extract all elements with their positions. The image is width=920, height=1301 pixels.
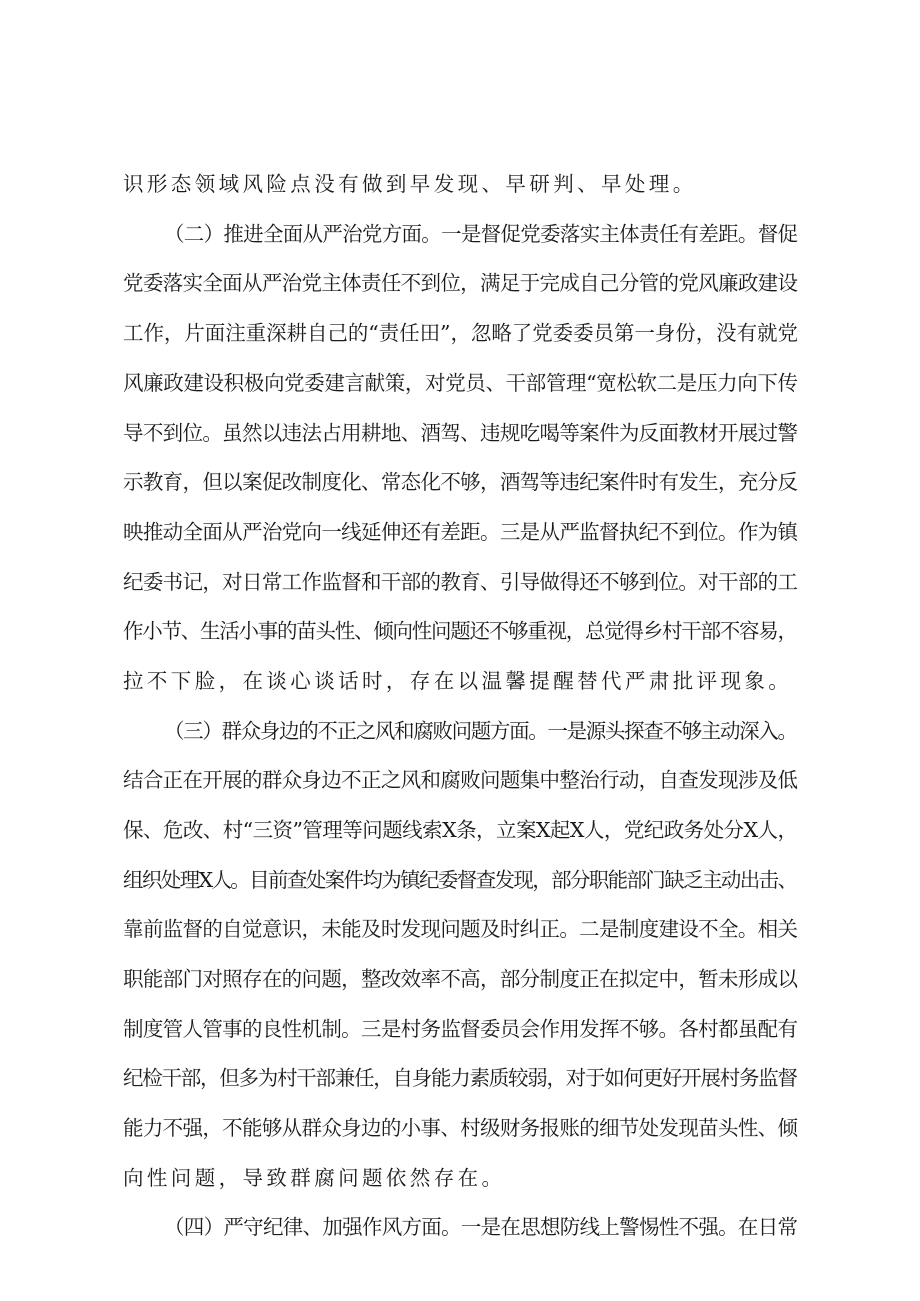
text-line: 组织处理X人。目前查处案件均为镇纪委督查发现，部分职能部门缺乏主动出击、 bbox=[123, 868, 797, 892]
text-line: 映推动全面从严治党向一线延伸还有差距。三是从严监督执纪不到位。作为镇 bbox=[123, 520, 798, 544]
text-line: 党委落实全面从严治党主体责任不到位，满足于完成自己分管的党风廉政建设 bbox=[123, 271, 798, 295]
text-line: 纪检干部，但多为村干部兼任，自身能力素质较弱，对于如何更好开展村务监督 bbox=[123, 1066, 797, 1090]
text-line: 风廉政建设积极向党委建言献策，对党员、干部管理“宽松软二是压力向下传 bbox=[123, 371, 798, 395]
text-line: 职能部门对照存在的问题，整改效率不高，部分制度正在拟定中，暂未形成以 bbox=[123, 967, 798, 991]
text-line: 结合正在开展的群众身边不正之风和腐败问题集中整治行动，自查发现涉及低 bbox=[123, 768, 798, 792]
section-heading-line: （二）推进全面从严治党方面。一是督促党委落实主体责任有差距。督促 bbox=[164, 222, 798, 246]
text-line: 导不到位。虽然以违法占用耕地、酒驾、违规吃喝等案件为反面教材开展过警 bbox=[123, 421, 798, 445]
text-line: 示教育，但以案促改制度化、常态化不够，酒驾等违纪案件时有发生，充分反 bbox=[123, 470, 798, 494]
text-line: 保、危改、村“三资”管理等问题线索X条，立案X起X人，党纪政务处分X人， bbox=[123, 818, 798, 842]
section-heading-line: （四）严守纪律、加强作风方面。一是在思想防线上警惕性不强。在日常 bbox=[164, 1215, 798, 1239]
text-line: 作小节、生活小事的苗头性、倾向性问题还不够重视，总觉得乡村干部不容易， bbox=[123, 619, 797, 643]
text-line: 识形态领域风险点没有做到早发现、早研判、早处理。 bbox=[123, 172, 697, 196]
text-line: 制度管人管事的良性机制。三是村务监督委员会作用发挥不够。各村都虽配有 bbox=[123, 1017, 798, 1041]
text-line: 能力不强，不能够从群众身边的小事、村级财务报账的细节处发现苗头性、倾 bbox=[123, 1116, 798, 1140]
text-line: 工作，片面注重深耕自己的“责任田”，忽略了党委委员第一身份，没有就党 bbox=[123, 321, 798, 345]
text-line: 向性问题，导致群腐问题依然存在。 bbox=[123, 1166, 506, 1190]
text-line: 纪委书记，对日常工作监督和干部的教育、引导做得还不够到位。对干部的工 bbox=[123, 570, 798, 594]
text-line: 拉不下脸，在谈心谈话时，存在以温馨提醒替代严肃批评现象。 bbox=[123, 669, 793, 693]
section-heading-line: （三）群众身边的不正之风和腐败问题方面。一是源头探查不够主动深入。 bbox=[164, 719, 797, 743]
text-line: 靠前监督的自觉意识，未能及时发现问题及时纠正。二是制度建设不全。相关 bbox=[123, 917, 798, 941]
